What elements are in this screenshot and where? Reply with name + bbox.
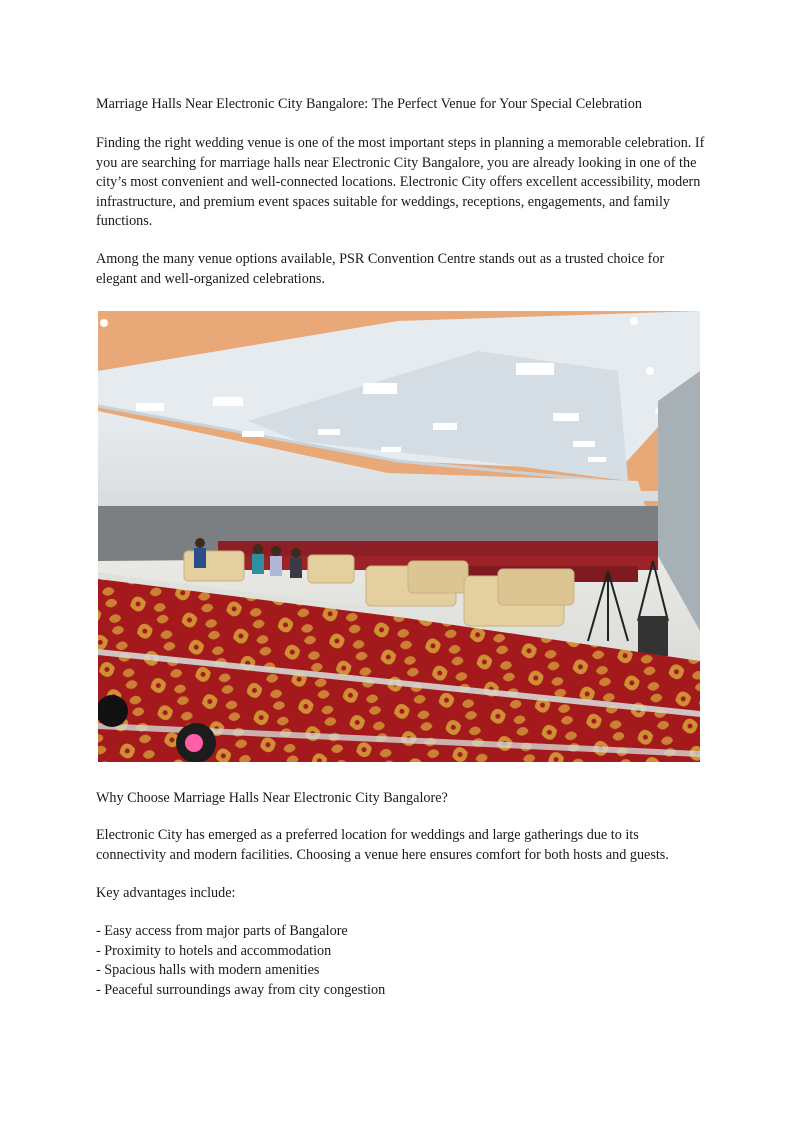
advantages-list <box>96 922 385 1000</box>
list-item: - Easy access from major parts of Bangalore <box>96 923 348 939</box>
list-item: - Peaceful surroundings away from city congestion <box>96 981 386 998</box>
banquet-hall-photo <box>98 311 700 762</box>
advantages-intro: Key advantages include: <box>96 885 236 901</box>
list-item: - Proximity to hotels and accommodation <box>96 942 332 959</box>
equipment-bag <box>638 616 668 656</box>
section-heading: Why Choose Marriage Halls Near Electronic City Bangalore? <box>96 790 448 806</box>
list-item: - Spacious halls with modern amenities <box>96 962 320 979</box>
banquet-hall-illustration <box>98 311 700 762</box>
section-paragraph: Electronic City has emerged as a preferred location for weddings and large gatherings due to its connectivity and modern facilities. Choosing a venue here ensures comfort for both hosts and guests. <box>96 827 669 863</box>
venue-paragraph: Among the many venue options available, PSR Convention Centre stands out as a trusted choice for elegant and well-organized celebrations. <box>96 251 665 287</box>
intro-paragraph: Finding the right wedding venue is one of the most important steps in planning a memorable celebration. If you are searching for marriage halls near Electronic City Bangalore, you are already looking in one of the city’s most convenient and well-connected locations. Electronic City offers excellent accessibility, modern infrastructure, and premium event spaces suitable for weddings, receptions, engagements, and family functions. <box>96 135 705 230</box>
document-title: Marriage Halls Near Electronic City Bangalore: The Perfect Venue for Your Special Celebration <box>96 96 642 112</box>
